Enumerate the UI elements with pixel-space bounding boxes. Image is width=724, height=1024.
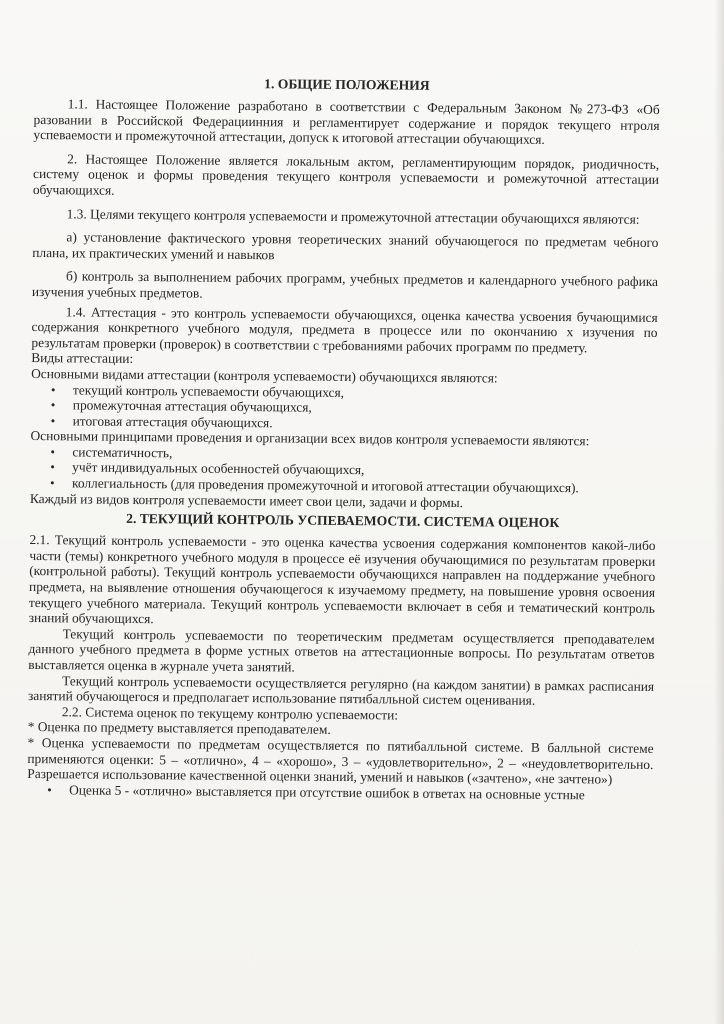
- list-item: • текущий контроль успеваемости обучающихся,: [73, 382, 657, 403]
- star-item-1: * Оценка по предмету выставляется преподавателем.: [27, 719, 331, 738]
- section-1-closing: Каждый из видов контроля успеваемости имеет свои цели, задачи и формы.: [29, 490, 464, 510]
- list-item: • промежуточная аттестация обучающихся,: [73, 397, 657, 418]
- paragraph-1-3-b: б) контроль за выполнением рабочих программ, учебных предметов и календарного учебного рафика изучения учебных предметов.: [31, 268, 659, 301]
- principles-intro: Основными принципами проведения и организации всех видов контроля успеваемости являются:: [30, 428, 590, 449]
- list-item: • учёт индивидуальных особенностей обучающихся,: [72, 460, 656, 481]
- paragraph-1-2: 2. Настоящее Положение является локальным актом, регламентирующим порядок, риодичность, систему оценок и формы проведения текущего контроля успеваемости и ромежуточной аттестации обучающихся.: [32, 151, 660, 198]
- document-body: [27, 74, 660, 803]
- list-item: • итоговая аттестация обучающихся.: [73, 413, 657, 434]
- list-item: • Оценка 5 - «отлично» выставляется при отсутствие ошибок в ответах на основные устные: [69, 782, 653, 803]
- star-item-2: * Оценка успеваемости по предметам осуществляется по пятибалльной системе. В балльной системе применяются оценки: 5 – «отлично», 4 – «хорошо», 3 – «удовлетворительно», 2 – «неудовлетворительно. Разрешается использование качественной оценки знаний, умений и навыков («зачтено», «не зачтено»): [27, 734, 654, 787]
- paragraph-2-1-b: Текущий контроль успеваемости по теоретическим предметам осуществляется преподавателем данного учебного предмета в форме устных ответов на аттестационные вопросы. По результатам ответов выставляется оценка в журнале учета занятий.: [28, 626, 655, 675]
- types-label: Виды аттестации:: [31, 350, 134, 367]
- section-2-heading: 2. ТЕКУЩИЙ КОНТРОЛЬ УСПЕВАЕМОСТИ. СИСТЕМА ОЦЕНОК: [126, 511, 560, 531]
- types-list: [31, 381, 657, 434]
- paragraph-2-1: 2.1. Текущий контроль успеваемости - это оценка качества усвоения содержания компонентов какой-либо части (темы) конкретного учебного модуля в процессе её изучения обучающимися по результатам проверки (контрольной работы). Текущий контроль успеваемости обучающихся направлен на поддержание учебного предмета, на выявление отношения обучающегося к изучаемому предмету, на повышение уровня освоения текущего учебного материала. Текущий контроль успеваемости включает в себя и тематический контроль знаний обучающихся.: [28, 532, 656, 627]
- paragraph-1-1: 1.1. Настоящее Положение разработано в соответствии с Федеральным Законом №273-ФЗ «Об разовании в Российской Федерациинния и регламентирует содержание и порядок текущего нтроля успеваемости и промежуточной аттестации, допуск к итоговой аттестации обучающихся.: [33, 96, 660, 148]
- paragraph-1-4: 1.4. Аттестация - это контроль успеваемости обучающихся, оценка качества усвоения бучающимися содержания конкретного учебного модуля, предмета в процессе или по окончанию х изучения по результатам проверки (проверок) в соответствии с требованиями рабочих программ по предмету.: [31, 303, 658, 356]
- principles-list: [30, 444, 656, 497]
- types-intro: Основными видами аттестации (контроля успеваемости) обучающихся являются:: [31, 365, 498, 386]
- page-edge-shadow: [714, 0, 724, 1024]
- paragraph-1-3: 1.3. Целями текущего контроля успеваемости и промежуточной аттестации обучающихся являются:: [66, 205, 640, 227]
- list-item: • коллегиальность (для проведения промежуточной и итоговой аттестации обучающихся).: [72, 475, 656, 496]
- paragraph-1-3-a: а) установление фактического уровня теоретических знаний обучающегося по предметам чебного плана, их практических умений и навыков: [32, 229, 659, 263]
- list-item: • систематичность,: [72, 444, 656, 465]
- paragraph-2-2: 2.2. Система оценок по текущему контролю успеваемости:: [61, 704, 399, 723]
- section-1-heading: 1. ОБЩИЕ ПОЛОЖЕНИЯ: [264, 76, 430, 93]
- paragraph-2-1-c: Текущий контроль успеваемости осуществляется регулярно (на каждом занятии) в рамках расписания занятий обучающегося и предполагает использование пятибалльной систем оценивания.: [27, 672, 655, 709]
